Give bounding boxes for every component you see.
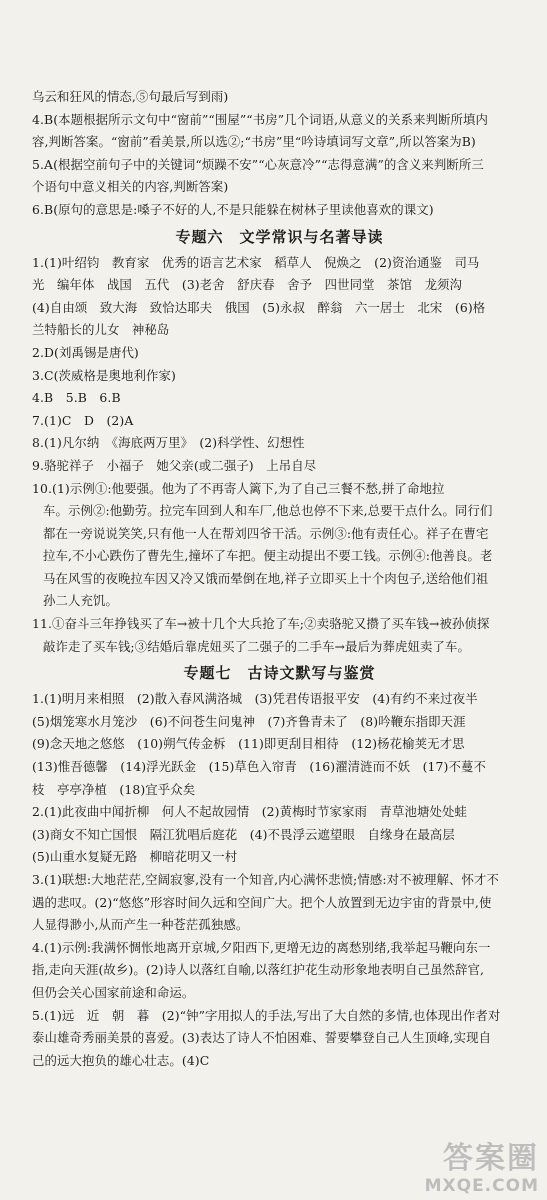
text-line: 3.(1)联想:大地茫茫,空阔寂寥,没有一个知音,内心满怀悲愤;情感:对不被理解、怀才不: [32, 872, 500, 887]
text-line: (13)惟吾德馨 (14)浮光跃金 (15)草色入帘青 (16)濯清涟而不妖 (17)不蔓不: [32, 759, 486, 775]
text-line: 9.骆驼祥子 小福子 她父亲(或二强子) 上吊自尽: [32, 457, 317, 473]
text-line: (4)自由颂 致大海 致恰达耶夫 俄国 (5)永叔 醉翁 六一居士 北宋 (6)格: [32, 299, 486, 315]
text-line: 乌云和狂风的情态,⑤句最后写到雨): [32, 89, 229, 104]
section-7-answers: [32, 688, 527, 1072]
text-line: 10.(1)示例①:他要强。他为了不再寄人篱下,为了自己三餐不愁,拼了命地拉: [32, 480, 445, 496]
text-line: 孙二人充饥。: [43, 593, 118, 609]
text-line: 个语句中意义相关的内容,判断答案): [32, 179, 229, 195]
watermark-text-cn: 答案圈: [443, 1141, 539, 1176]
top-answers: [32, 86, 527, 222]
text-line: 2.D(刘禹锡是唐代): [32, 344, 139, 360]
text-line: (5)山重水复疑无路 柳暗花明又一村: [32, 849, 238, 865]
text-line: 5.A(根据空前句子中的关键词“烦躁不安”“心灰意冷”“志得意满”的含义来判断所三: [32, 156, 484, 172]
text-line: 2.(1)此夜曲中闻折柳 何人不起故园情 (2)黄梅时节家家雨 青草池塘处处蛙: [32, 804, 467, 820]
text-line: 4.(1)示例:我满怀惆怅地离开京城,夕阳西下,更增无边的离愁别绪,我举起马鞭向东一: [32, 939, 491, 955]
text-line: 容,判断答案。“窗前”看美景,所以选②;“书房”里“吟诗填词写文章”,所以答案为B): [32, 134, 476, 150]
text-line: 遇的悲叹。(2)“悠悠”形容时间久远和空间广大。把个人放置到无边宇宙的背景中,使: [32, 894, 492, 910]
text-line: 1.(1)明月来相照 (2)散入春风满洛城 (3)凭君传语报平安 (4)有约不来过夜半: [32, 691, 478, 707]
text-line: 5.(1)远 近 朝 暮 (2)“钟”字用拟人的手法,写出了大自然的多情,也体现出作者对: [32, 1007, 501, 1023]
text-line: 11.①奋斗三年挣钱买了车→被十几个大兵抢了车;②卖骆驼又攒了买车钱→被孙侦探: [32, 616, 490, 632]
text-line: 7.(1)C D (2)A: [32, 412, 134, 428]
watermark-text-en: MXQE.COM: [424, 1176, 539, 1196]
section-7-title: 专题七 古诗文默写与鉴赏: [183, 664, 376, 683]
text-line: 光 编年体 战国 五代 (3)老舍 舒庆春 舍予 四世同堂 茶馆 龙须沟: [32, 277, 463, 293]
text-line: 己的远大抱负的雄心壮志。(4)C: [32, 1052, 210, 1068]
text-line: 枝 亭亭净植 (18)宜乎众矣: [32, 781, 196, 797]
text-line: 敲诈走了买车钱;③结婚后靠虎妞买了二强子的二手车→最后为葬虎妞卖了车。: [43, 638, 470, 654]
text-line: 4.B(本题根据所示文句中“窗前”“围屋”“书房”几个词语,从意义的关系来判断所填内: [32, 111, 489, 127]
section-6-answers: [32, 252, 527, 659]
text-line: 兰特船长的儿女 神秘岛: [32, 322, 170, 338]
section-6-title: 专题六 文学常识与名著导读: [175, 227, 384, 246]
text-line: 车。示例②:他勤劳。拉完车回到人和车厂,他总也停不下来,总要干点什么。同行们: [43, 503, 493, 519]
text-line: 但仍会关心国家前途和命运。: [32, 984, 195, 1000]
text-line: (5)烟笼寒水月笼沙 (6)不问苍生问鬼神 (7)齐鲁青未了 (8)吟鞭东指即天涯: [32, 713, 466, 729]
text-line: 泰山雄奇秀丽美景的喜爱。(3)表达了诗人不怕困难、誓要攀登自己人生顶峰,实现自: [32, 1030, 492, 1046]
text-line: (9)念天地之悠悠 (10)朔气传金柝 (11)即更刮目相待 (12)杨花榆荚无才思: [32, 736, 465, 752]
watermark-logo: [425, 1142, 539, 1196]
text-line: 都在一旁说说笑笑,只有他一人在帮刘四爷干活。示例③:他有责任心。祥子在曹宅: [43, 525, 489, 541]
text-line: 1.(1)叶绍钧 教育家 优秀的语言艺术家 稻草人 倪焕之 (2)资治通鉴 司马: [32, 254, 480, 270]
text-line: 人显得渺小,从而产生一种苍茫孤独感。: [32, 917, 249, 933]
text-line: 拉车,不小心跌伤了曹先生,撞坏了车把。便主动提出不要工钱。示例④:他善良。老: [43, 548, 493, 564]
text-line: 4.B 5.B 6.B: [32, 390, 121, 406]
text-line: 马在风雪的夜晚拉车因又冷又饿而晕倒在地,祥子立即买上十个肉包子,送给他们祖: [43, 570, 489, 586]
text-line: 6.B(原句的意思是:嗓子不好的人,不是只能躲在树林子里读他喜欢的课文): [32, 201, 434, 217]
text-line: 8.(1)凡尔纳 《海底两万里》 (2)科学性、幻想性: [32, 435, 305, 451]
text-line: 指,走向天涯(故乡)。(2)诗人以落红自喻,以落红护花生动形象地表明自己虽然辞官,: [32, 962, 485, 978]
text-line: 3.C(茨威格是奥地利作家): [32, 367, 176, 383]
text-line: (3)商女不知亡国恨 隔江犹唱后庭花 (4)不畏浮云遮望眼 自缘身在最高层: [32, 826, 455, 842]
